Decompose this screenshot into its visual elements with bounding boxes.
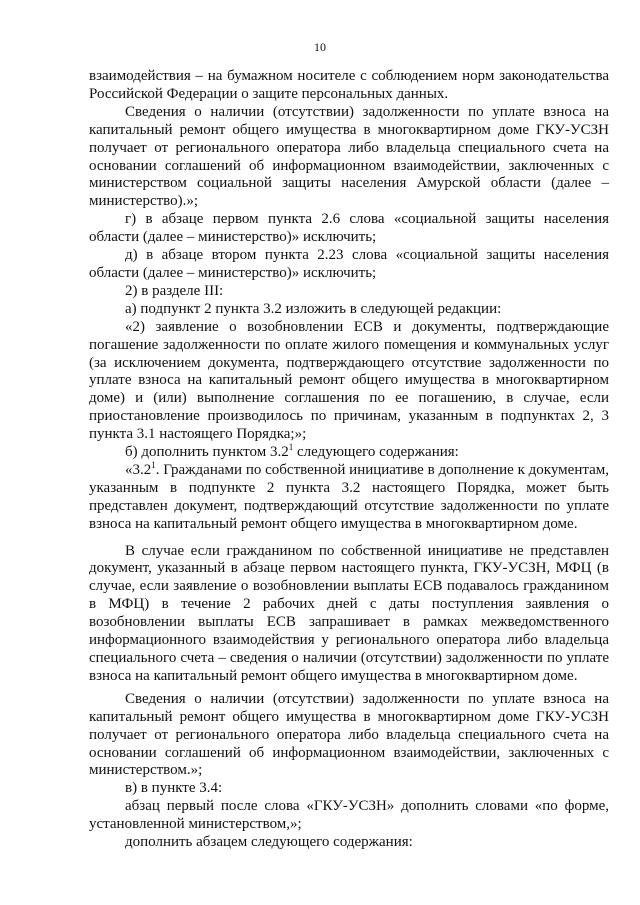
paragraph-item-v: в) в пункте 3.4: [125,780,223,797]
paragraph-item-a: а) подпункт 2 пункта 3.2 изложить в следующей редакции: [125,300,502,317]
paragraph-point-3-2-1 [89,459,609,534]
paragraph-section-3: 2) в разделе III: [125,282,224,299]
paragraph-interagency-request: В случае если гражданином по собственной инициативе не представлен документ, указанный в абзаце первом настоящего пункта, ГКУ-УСЗН, МФЦ (в случае, если заявление о возобновлении выплаты ЕСВ подавалось гражданином в МФЦ) в течение 2 рабочих дней с даты поступления заявления о возобновлении выплаты ЕСВ запрашивает в рамках межведомственного информационного взаимодействия у регионального оператора либо владельца специального счета – сведения о наличии (отсутствии) задолженности по уплате взноса на капитальный ремонт общего имущества в многоквартирном доме. [89,542,609,684]
paragraph-debt-info: Сведения о наличии (отсутствии) задолженности по уплате взноса на капитальный ремонт общего имущества в многоквартирном доме ГКУ-УСЗН получает от регионального оператора либо владельца специального счета на основании соглашений об информационном взаимодействии, заключенных с министерством социальной защиты населения Амурской области (далее – министерство).»; [89,103,609,210]
paragraph-abzac-first: абзац первый после слова «ГКУ-УСЗН» дополнить словами «по форме, установленной министерством,»; [89,798,609,833]
page-number: 10 [314,40,326,54]
paragraph-item-b [89,444,609,462]
document-body [89,68,609,852]
paragraph-add-abzac: дополнить абзацем следующего содержания: [125,834,413,851]
paragraph-item-g: г) в абзаце первом пункта 2.6 слова «социальной защиты населения области (далее – министерство)» исключить; [89,211,609,246]
point-3-2-1-number: «3.2 [125,461,152,478]
paragraph-new-subitem-2: «2) заявление о возобновлении ЕСВ и документы, подтверждающие погашение задолженности по оплате жилого помещения и коммунальных услуг (за исключением документа, подтверждающего отсутствие задолженности по уплате взноса на капитальный ремонт общего имущества в многоквартирном доме) и (или) выполнение соглашения по ее погашению, в случае, если приостановление производилось по причинам, указанным в подпунктах 2, 3 пункта 3.1 настоящего Порядка;»; [89,318,609,443]
paragraph-item-d: д) в абзаце втором пункта 2.23 слова «социальной защиты населения области (далее – министерство)» исключить; [89,247,609,281]
point-3-2-1-text: . Гражданами по собственной инициативе в дополнение к документам, указанным в подпункте 2 пункта 3.2 настоящего Порядка, может быть представлен документ, подтверждающий отсутствие задолженности по уплате взноса на капитальный ремонт общего имущества в многоквартирном доме. [89,461,609,532]
paragraph-debt-info-2: Сведения о наличии (отсутствии) задолженности по уплате взноса на капитальный ремонт общего имущества в многоквартирном доме ГКУ-УСЗН получает от регионального оператора либо владельца специального счета на основании соглашений об информационном взаимодействии, заключенных с министерством.»; [89,690,609,779]
paragraph-continuation: взаимодействия – на бумажном носителе с соблюдением норм законодательства Российской Федерации о защите персональных данных. [89,68,609,102]
item-b-superscript: 1 [288,442,294,453]
item-b-text-end: следующего содержания: [293,444,459,461]
point-3-2-1-superscript: 1 [151,459,156,470]
item-b-text: б) дополнить пунктом 3.2 [125,444,289,461]
